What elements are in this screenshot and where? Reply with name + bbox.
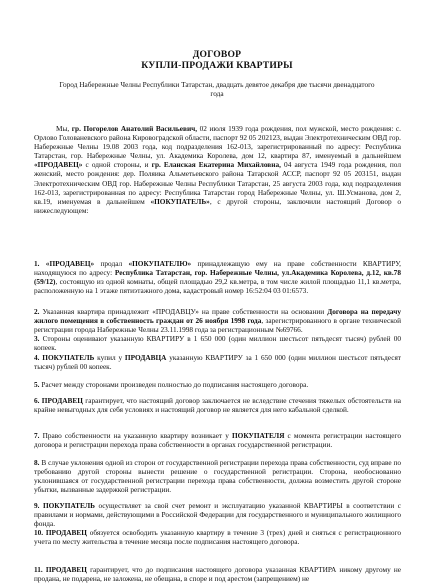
clause-text: , зарегистрированного в органе технической регистрации города Набережные Челны 23.11.1998 года за регистрационным №69766. — [34, 316, 401, 335]
clause-text: Право собственности на указанную квартиру возникает у — [42, 431, 232, 440]
clause-number: 11. — [34, 565, 43, 574]
clause-text: Стороны оценивают указанную КВАРТИРУ в 1 650 000 (один миллион шестьсот пятьдесят тысяч) рублей 00 копеек. — [34, 334, 401, 353]
buyer-name: гр. Еланская Екатерина Михайловна, — [151, 160, 281, 170]
clause-text: указанную КВАРТИРУ за 1 650 000 (один миллион шестьсот пятьдесят тысяч) рублей 00 копеек. — [34, 353, 401, 372]
buyer-term: ПОКУПАТЕЛЬ — [42, 501, 95, 510]
document-subtitle: КУПЛИ-ПРОДАЖИ КВАРТИРЫ — [141, 60, 293, 71]
clause-number: 7. — [34, 431, 40, 440]
apartment-address: Республика Татарстан, гор. Набережные Челны, ул.Академика Королева, д.12, кв.78 (59/12) — [34, 268, 401, 287]
seller-term: ПРОДАВЕЦ — [45, 528, 87, 537]
buyer-term: «ПОКУПАТЕЛЮ» — [128, 259, 192, 268]
seller-term: ПРОДАВЦА — [124, 353, 167, 362]
clause-2 — [34, 307, 401, 334]
document-title: ДОГОВОР — [192, 49, 242, 60]
clause-10 — [34, 528, 401, 546]
clause-number: 4. — [34, 353, 40, 362]
place-and-date: Город Набережные Челны Республики Татарстан, двадцать девятое декабря две тысячи двенадцатого года — [59, 80, 375, 99]
clause-number: 5. — [34, 380, 40, 389]
clause-number: 2. — [34, 307, 40, 316]
clause-3 — [34, 334, 401, 352]
clause-number: 1. — [34, 259, 40, 268]
buyer-details: 04 августа 1949 года рождения, пол женский, место рождения: дер. Поляика Альметьевского района Татарской АССР, паспорт 92 05 203151, выдан Электротехническим ОВД гор. Набережные Челны Республики Татарстан, 25 августа 2003 года, код подразделения 162-013, зарегистрированная по адресу: Республика Татарстан город Набережные Челны, ул. Ш.Усманова, дом 2, кв.19, именуемая в дальнейшем — [34, 160, 401, 206]
ownership-basis: Договора на передачу жилого помещения в собственность граждан от 26 ноября 1998 года — [34, 307, 402, 326]
seller-term: ПРОДАВЕЦ — [45, 565, 87, 574]
buyer-term: ПОКУПАТЕЛЯ — [231, 431, 285, 440]
seller-details: 02 июля 1939 года рождения, пол мужской, место рождения: с. Орлово Голованевского района Кировоградской области, паспорт 92 05 202123, выдан Электротехническим ОВД гор. Набережные Челны 19.08 2003 года, код подразделения 162-013, зарегистрированный по адресу: Республика Татарстан, гор. Набережные Челны, ул. Академика Королева, дом 12, квартира 87, именуемый в дальнейшем — [34, 124, 401, 161]
clause-number: 6. — [34, 396, 40, 405]
parties-paragraph — [34, 124, 401, 215]
clause-number: 10. — [34, 528, 44, 537]
clause-4 — [34, 353, 401, 371]
clause-5 — [34, 380, 401, 389]
seller-role: «ПРОДАВЕЦ» — [34, 160, 83, 170]
clause-text: принадлежащую ему на праве собственности КВАРТИРУ, находящуюся по адресу: — [34, 259, 402, 278]
clause-9 — [34, 501, 401, 528]
clause-text: Расчет между сторонами произведен полностью до подписания настоящего договора. — [41, 380, 309, 389]
clause-text: , состоящую из одной комнаты, общей площадью 29,2 кв.метра, в том числе жилой площадью 11,1 кв.метра, расположенную на 1 этаже пятиэтажного дома, кадастровый номер 16:52:04 03 01:6573. — [34, 277, 401, 296]
clause-text: Указанная квартира принадлежит «ПРОДАВЦУ» на праве собственности на основании — [42, 307, 328, 316]
parties-mid: с одной стороны, и — [82, 160, 152, 170]
parties-outro: , с другой стороны, заключили настоящий Договор о нижеследующем: — [34, 196, 401, 215]
clause-text: обязуется освободить указанную квартиру в течение 3 (трех) дней и сняться с регистрационного учета по месту жительства в течение месяца после подписания настоящего договора. — [34, 528, 401, 547]
parties-intro: Мы, — [56, 124, 72, 133]
seller-name: гр. Погорелов Анатолий Васильевич, — [71, 124, 198, 133]
clause-number: 9. — [34, 501, 40, 510]
clause-6 — [34, 396, 401, 414]
clause-7 — [34, 431, 401, 449]
seller-term: ПРОДАВЕЦ — [41, 396, 83, 405]
clause-11 — [34, 565, 401, 583]
clause-text: гарантирует, что настоящий договор заключается не вследствие стечения тяжелых обстоятельств на крайне невыгодных для себя условиях и настоящий договор не является для него кабальной сделкой. — [34, 396, 402, 415]
seller-term: «ПРОДАВЕЦ» — [45, 259, 95, 268]
clause-number: 3. — [34, 334, 40, 343]
clause-text: гарантирует, что до подписания настоящего договора указанная КВАРТИРА никому другому не продана, не подарена, не заложена, не обещана, в споре и под арестом (запрещением) не — [34, 565, 401, 584]
clause-8 — [34, 458, 401, 494]
buyer-term: ПОКУПАТЕЛЬ — [42, 353, 95, 362]
clause-text: с момента регистрации настоящего договора и регистрации перехода права собственности в органах государственной регистрации. — [34, 431, 402, 450]
clause-text: В случае уклонения одной из сторон от государственной регистрации перехода права собственности, суд вправе по требованию другой стороны вынести решение о государственной регистрации. Сторона, необоснованно уклонившаяся от государственной регистрации перехода права собственности, должна возместить другой стороне убытки, вызванные задержкой регистрации. — [34, 458, 402, 495]
clause-text: продал — [94, 259, 129, 268]
clause-number: 8. — [34, 458, 40, 467]
clause-text: купил у — [94, 353, 125, 362]
clause-1 — [34, 259, 401, 295]
buyer-role: «ПОКУПАТЕЛЬ» — [150, 196, 210, 206]
clause-text: осуществляет за свой счет ремонт и эксплуатацию указанной КВАРТИРЫ в соответствии с правилами и нормами, действующими в Российской Федерации для государственного и муниципального жилищного фонда. — [34, 501, 402, 529]
